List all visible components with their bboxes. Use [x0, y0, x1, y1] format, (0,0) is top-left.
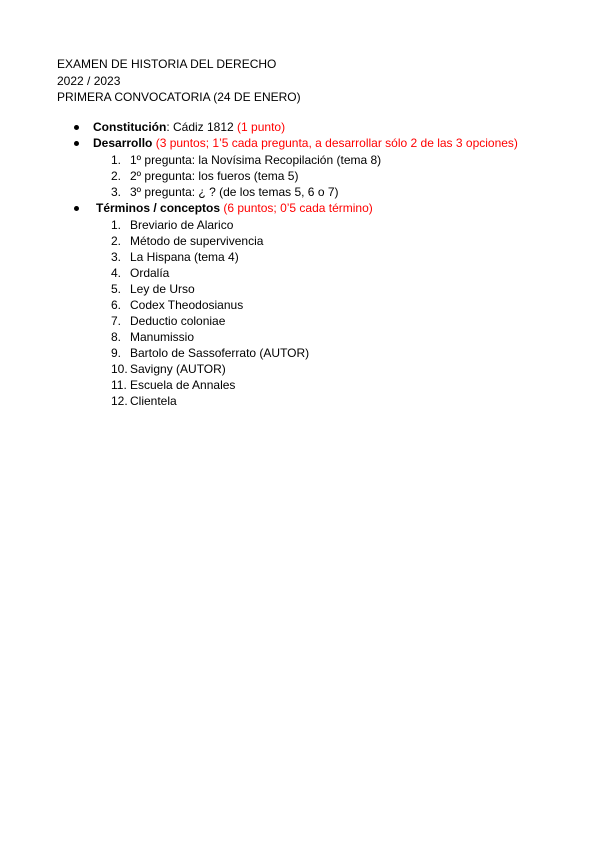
list-item: [74, 377, 518, 393]
exam-header: [57, 56, 301, 106]
section-constitucion-text: [74, 119, 518, 135]
section-terminos-text: [74, 200, 518, 216]
list-item: [74, 217, 518, 233]
list-item-text: La Hispana (tema 4): [130, 249, 239, 264]
list-item: [74, 281, 518, 297]
desarrollo-questions-list: [74, 152, 518, 201]
list-item-text: Clientela: [130, 393, 177, 408]
list-item-text: Breviario de Alarico: [130, 217, 234, 232]
list-item-number: 1.: [111, 152, 122, 167]
list-item: [74, 297, 518, 313]
list-item-number: 3.: [111, 249, 122, 264]
list-item-number: 7.: [111, 313, 122, 328]
section-constitucion: [74, 119, 518, 135]
list-item-number: 2.: [111, 168, 122, 183]
section-terminos-label: Términos / conceptos: [96, 201, 221, 216]
list-item-text: Savigny (AUTOR): [130, 361, 226, 376]
list-item: [74, 152, 518, 168]
list-item-number: 4.: [111, 265, 122, 280]
section-terminos: [74, 200, 518, 408]
section-constitucion-body: : Cádiz 1812: [166, 120, 238, 134]
list-item-text: 2º pregunta: los fueros (tema 5): [130, 168, 299, 183]
list-item: [74, 249, 518, 265]
list-item-number: 12.: [111, 393, 128, 408]
list-item-number: 8.: [111, 329, 122, 344]
list-item: [74, 233, 518, 249]
section-constitucion-label: Constitución: [93, 120, 167, 134]
terminos-list: [74, 217, 518, 409]
list-item-text: Escuela de Annales: [130, 377, 236, 392]
section-desarrollo-points: (3 puntos; 1’5 cada pregunta, a desarrollar sólo 2 de las 3 opciones): [152, 136, 518, 151]
list-item: [74, 168, 518, 184]
section-constitucion-points: (1 punto): [237, 120, 286, 134]
list-item-text: 3º pregunta: ¿ ? (de los temas 5, 6 o 7): [130, 185, 339, 200]
list-item-text: Ordalía: [130, 265, 170, 280]
list-item: [74, 265, 518, 281]
list-item: [74, 184, 518, 200]
bullet-icon: [74, 125, 79, 130]
list-item-text: 1º pregunta: la Novísima Recopilación (tema 8): [130, 152, 382, 167]
list-item-number: 11.: [111, 377, 127, 392]
list-item-text: Deductio coloniae: [130, 313, 226, 328]
academic-year: 2022 / 2023: [57, 73, 121, 88]
section-desarrollo-label: Desarrollo: [93, 136, 153, 151]
list-item-number: 5.: [111, 281, 122, 296]
list-item-text: Método de supervivencia: [130, 233, 264, 248]
exam-title: EXAMEN DE HISTORIA DEL DERECHO: [57, 57, 277, 71]
list-item: [74, 361, 518, 377]
list-item-text: Ley de Urso: [130, 281, 195, 296]
list-item-number: 2.: [111, 233, 122, 248]
list-item: [74, 313, 518, 329]
list-item-number: 10.: [111, 361, 128, 376]
exam-session: PRIMERA CONVOCATORIA (24 DE ENERO): [57, 90, 301, 104]
list-item-number: 3.: [111, 185, 122, 200]
list-item-text: Bartolo de Sassoferrato (AUTOR): [130, 345, 310, 360]
list-item-number: 6.: [111, 297, 122, 312]
section-desarrollo-text: [74, 135, 518, 151]
list-item-text: Codex Theodosianus: [130, 297, 244, 312]
list-item: [74, 393, 518, 409]
list-item: [74, 345, 518, 361]
list-item: [74, 329, 518, 345]
list-item-number: 9.: [111, 345, 122, 360]
exam-sections-list: [74, 119, 518, 409]
list-item-text: Manumissio: [130, 329, 195, 344]
list-item-number: 1.: [111, 217, 122, 232]
section-desarrollo: [74, 135, 518, 200]
section-terminos-points: (6 puntos; 0’5 cada término): [220, 201, 373, 216]
